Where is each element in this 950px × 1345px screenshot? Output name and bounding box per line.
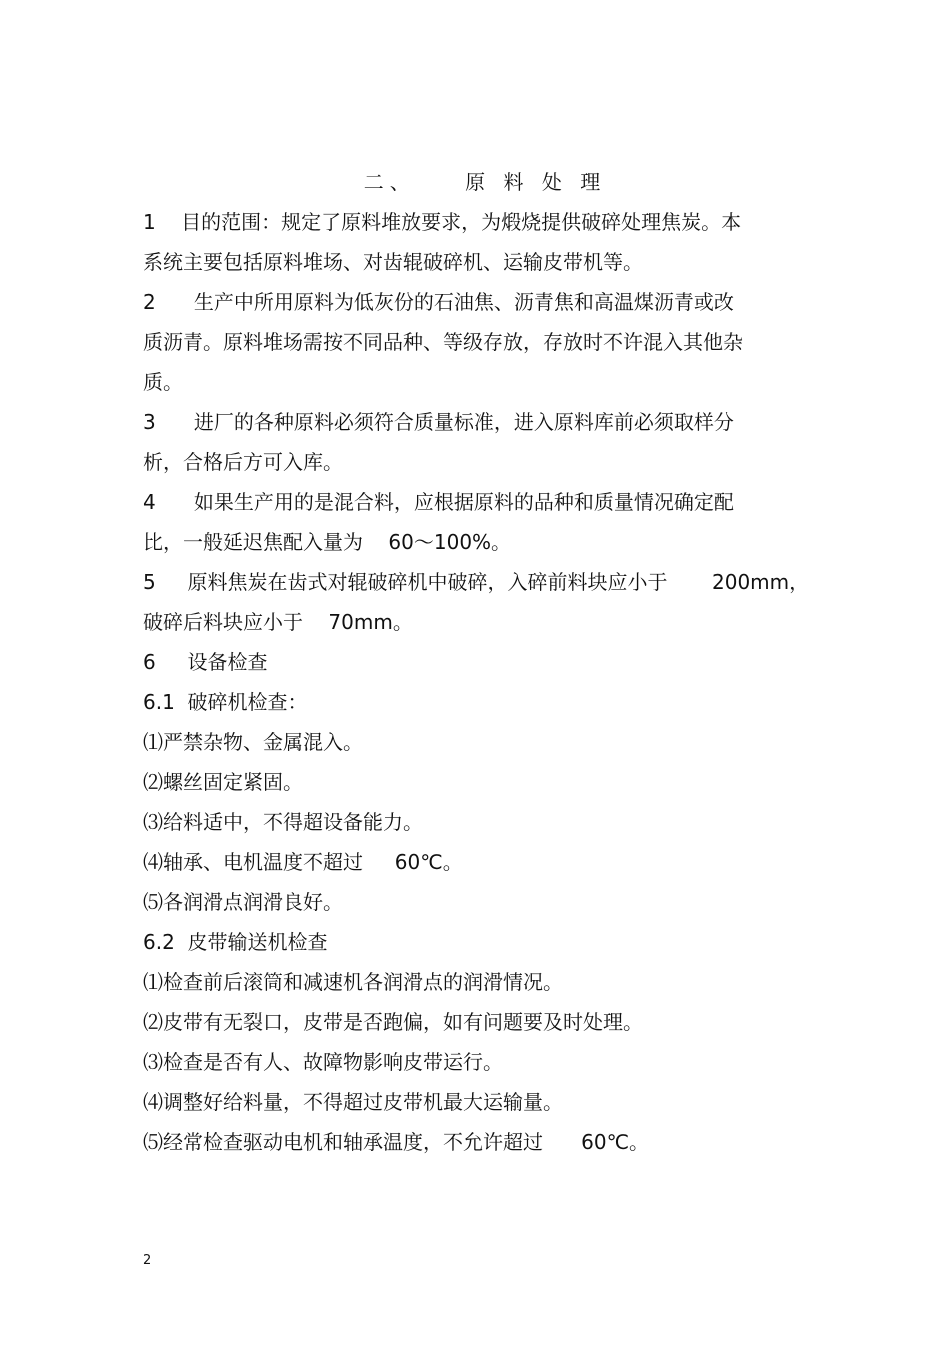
list-item: ⑶给料适中，不得超设备能力。 — [143, 810, 423, 834]
paragraph-line: 3 进厂的各种原料必须符合质量标准，进入原料库前必须取样分 — [143, 410, 734, 434]
list-item: ⑸经常检查驱动电机和轴承温度，不允许超过 60℃。 — [143, 1130, 650, 1154]
paragraph-line: 5 原料焦炭在齿式对辊破碎机中破碎，入碎前料块应小于 200mm， — [143, 570, 810, 594]
list-item: ⑵螺丝固定紧固。 — [143, 770, 303, 794]
page-number: 2 — [143, 1253, 152, 1268]
list-item: ⑸各润滑点润滑良好。 — [143, 890, 343, 914]
list-item: ⑷调整好给料量，不得超过皮带机最大运输量。 — [143, 1090, 563, 1114]
list-item: ⑴严禁杂物、金属混入。 — [143, 730, 363, 754]
paragraph-line: 破碎后料块应小于 70mm。 — [143, 610, 413, 634]
paragraph-line: 析，合格后方可入库。 — [143, 450, 343, 474]
subsection-heading: 6.1 破碎机检查： — [143, 690, 308, 714]
list-item: ⑴检查前后滚筒和减速机各润滑点的润滑情况。 — [143, 970, 563, 994]
paragraph-line: 比，一般延迟焦配入量为 60～100%。 — [143, 530, 512, 554]
paragraph-line: 质。 — [143, 370, 183, 394]
section-heading: 6 设备检查 — [143, 650, 268, 674]
list-item: ⑵皮带有无裂口，皮带是否跑偏，如有问题要及时处理。 — [143, 1010, 643, 1034]
list-item: ⑷轴承、电机温度不超过 60℃。 — [143, 850, 463, 874]
subsection-heading: 6.2 皮带输送机检查 — [143, 930, 328, 954]
section-title: 二、 原 料 处 理 — [363, 170, 607, 194]
list-item: ⑶检查是否有人、故障物影响皮带运行。 — [143, 1050, 503, 1074]
paragraph-line: 2 生产中所用原料为低灰份的石油焦、沥青焦和高温煤沥青或改 — [143, 290, 734, 314]
paragraph-line: 4 如果生产用的是混合料，应根据原料的品种和质量情况确定配 — [143, 490, 734, 514]
paragraph-line: 质沥青。原料堆场需按不同品种、等级存放，存放时不许混入其他杂 — [143, 330, 743, 354]
paragraph-line: 1 目的范围：规定了原料堆放要求，为煅烧提供破碎处理焦炭。本 — [143, 210, 742, 234]
paragraph-line: 系统主要包括原料堆场、对齿辊破碎机、运输皮带机等。 — [143, 250, 643, 274]
